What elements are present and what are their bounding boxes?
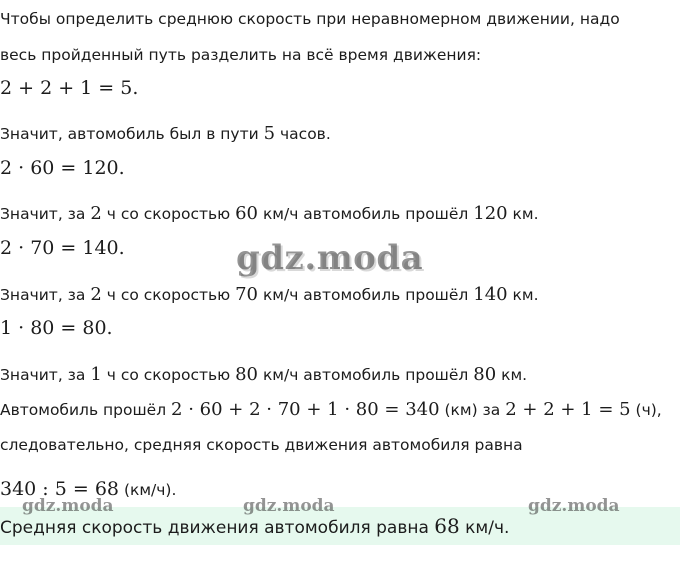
speed-value: 60 <box>235 203 259 224</box>
statement-text: ч со скоростью <box>101 286 236 304</box>
statement-travel-time <box>0 123 331 145</box>
statement-text: (ч), <box>630 401 662 419</box>
statement-total <box>0 399 662 421</box>
time-value: 1 <box>90 364 102 385</box>
watermark: gdz.moda <box>22 496 114 516</box>
statement-text: (км) за <box>439 401 506 419</box>
intro-line-1: Чтобы определить среднюю скорость при неравномерном движении, надо <box>0 10 620 28</box>
statement-text: Значит, за <box>0 366 91 384</box>
equation-segment-1: 2 · 60 = 120. <box>0 157 125 179</box>
distance-value: 140 <box>473 284 508 305</box>
statement-text: Значит, автомобиль был в пути <box>0 125 264 143</box>
intro-line-2: весь пройденный путь разделить на всё время движения: <box>0 46 482 64</box>
speed-expression: 340 : 5 = 68 <box>0 478 120 500</box>
statement-text: ч со скоростью <box>101 205 236 223</box>
statement-text: Автомобиль прошёл <box>0 401 172 419</box>
statement-text: км. <box>507 286 539 304</box>
distance-value: 120 <box>473 203 508 224</box>
statement-text: км. <box>496 366 528 384</box>
statement-text: км/ч автомобиль прошёл <box>258 286 474 304</box>
time-expression: 2 + 2 + 1 = 5 <box>505 399 631 420</box>
unit-text: (км/ч). <box>119 481 177 499</box>
watermark: gdz.moda <box>528 496 620 516</box>
speed-value: 70 <box>235 284 259 305</box>
answer-value: 68 <box>434 514 460 538</box>
statement-text: км/ч автомобиль прошёл <box>258 205 474 223</box>
distance-expression: 2 · 60 + 2 · 70 + 1 · 80 = 340 <box>171 399 440 420</box>
time-value: 2 <box>90 203 102 224</box>
statement-segment-1 <box>0 203 539 225</box>
equation-segment-2: 2 · 70 = 140. <box>0 237 125 259</box>
statement-text: ч со скоростью <box>101 366 236 384</box>
distance-value: 80 <box>473 364 497 385</box>
statement-text: Значит, за <box>0 286 91 304</box>
watermark: gdz.moda <box>236 238 424 278</box>
equation-total-time: 2 + 2 + 1 = 5. <box>0 77 139 99</box>
statement-conclusion: следовательно, средняя скорость движения автомобиля равна <box>0 436 523 454</box>
statement-text: км/ч автомобиль прошёл <box>258 366 474 384</box>
watermark: gdz.moda <box>243 496 335 516</box>
time-value: 2 <box>90 284 102 305</box>
hours-value: 5 <box>263 123 276 144</box>
speed-value: 80 <box>235 364 259 385</box>
statement-segment-3 <box>0 364 527 386</box>
equation-segment-3: 1 · 80 = 80. <box>0 317 113 339</box>
statement-text: часов. <box>275 125 331 143</box>
statement-text: Значит, за <box>0 205 91 223</box>
statement-segment-2 <box>0 284 539 306</box>
statement-text: км. <box>507 205 539 223</box>
answer-label: Средняя скорость движения автомобиля равна <box>0 518 435 538</box>
answer-text <box>0 514 509 540</box>
answer-unit: км/ч. <box>459 518 510 538</box>
